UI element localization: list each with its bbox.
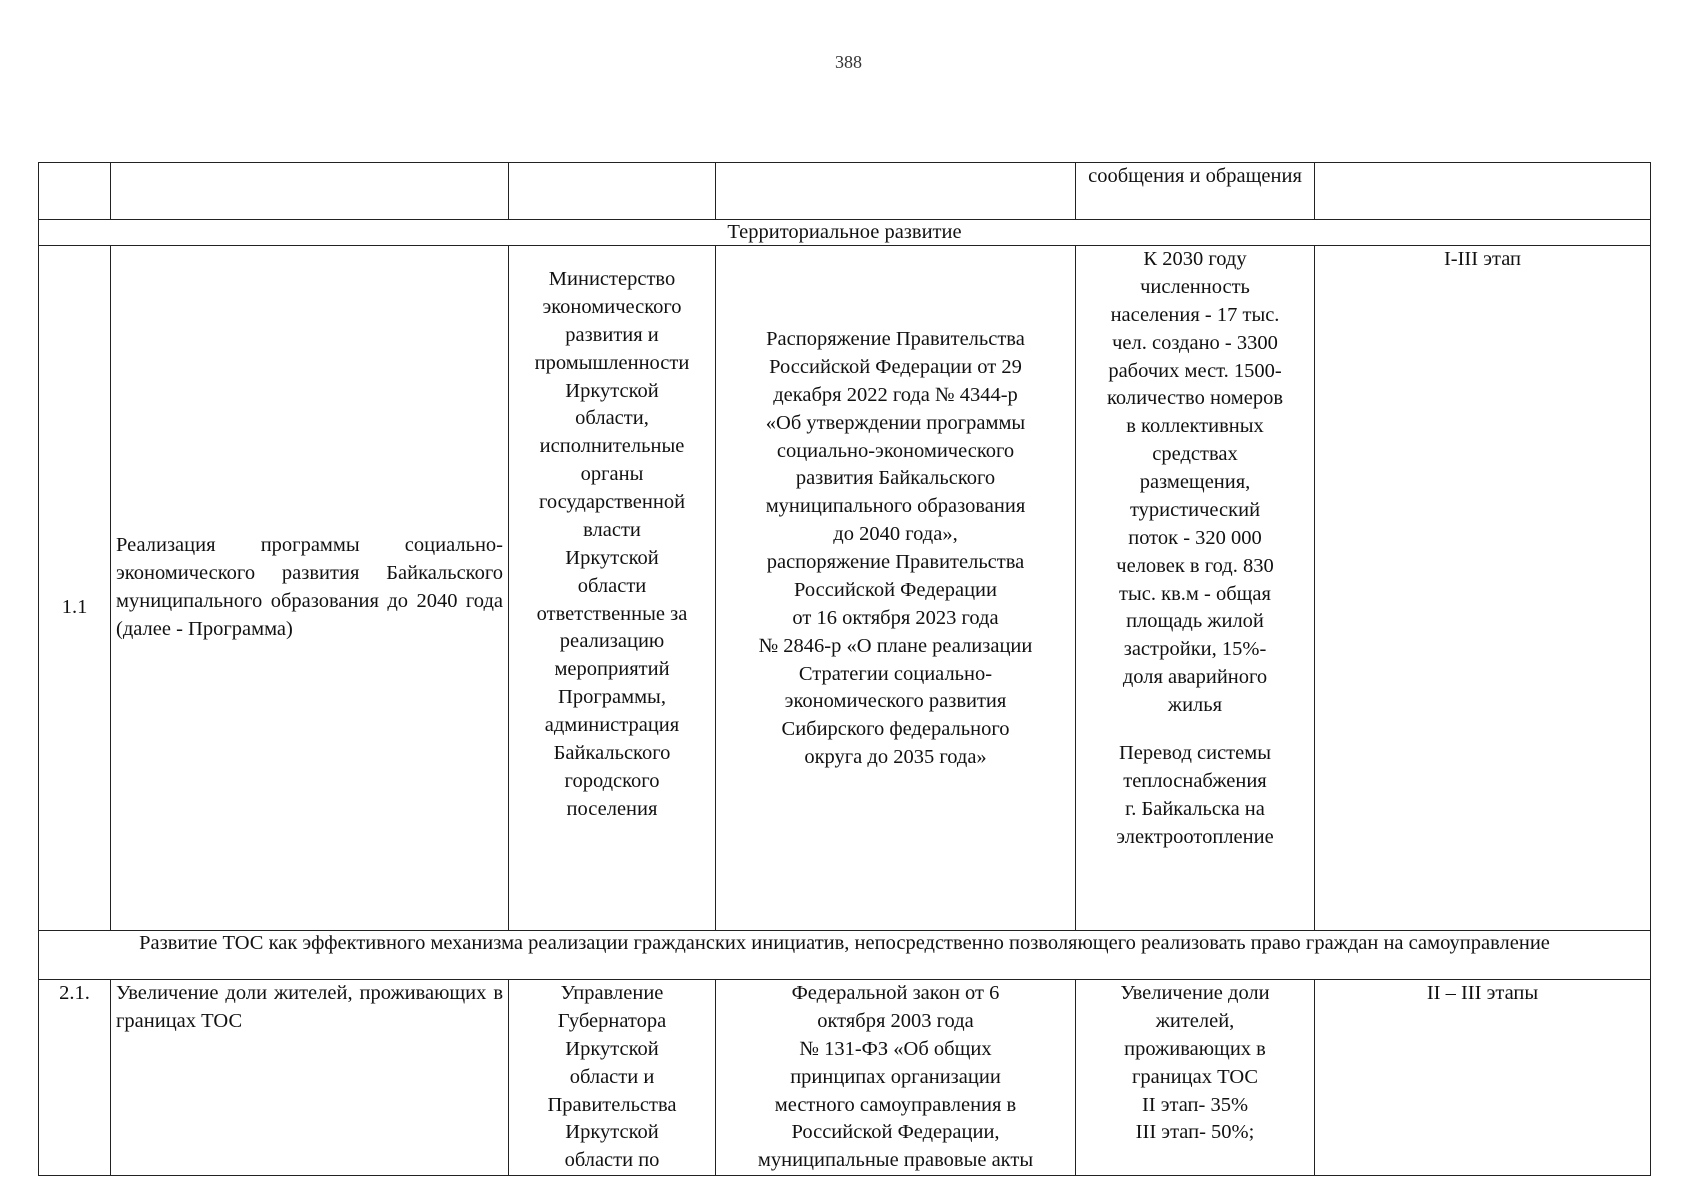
section-row-territorial bbox=[39, 220, 1651, 246]
section-title-tos: Развитие ТОС как эффективного механизма реализации гражданских инициатив, непосредственно позволяющего реализовать право граждан на самоуправление bbox=[39, 931, 1651, 980]
result-line: в коллективных bbox=[1126, 415, 1264, 438]
responsible-line: экономического bbox=[542, 295, 682, 318]
responsible-line: городского bbox=[564, 769, 660, 792]
basis-line: декабря 2022 года № 4344-р bbox=[773, 383, 1018, 406]
stage-cell: I-III этап bbox=[1315, 246, 1651, 931]
stage-cell: II – III этапы bbox=[1315, 980, 1651, 1176]
basis-cell bbox=[716, 980, 1076, 1176]
cell-basis-empty bbox=[716, 163, 1076, 220]
result-line: Перевод системы bbox=[1119, 741, 1271, 764]
basis-cell bbox=[716, 246, 1076, 931]
responsible-line: Программы, bbox=[558, 686, 666, 709]
responsible-line: области bbox=[577, 574, 647, 597]
result-line: поток - 320 000 bbox=[1128, 526, 1262, 549]
result-line: доля аварийного bbox=[1122, 666, 1268, 689]
responsible-line: Иркутской bbox=[565, 379, 659, 402]
result-line: средствах bbox=[1152, 443, 1238, 466]
basis-line: октября 2003 года bbox=[817, 1009, 974, 1032]
result-spacer bbox=[1081, 720, 1309, 740]
responsible-line: поселения bbox=[566, 797, 658, 820]
result-line: жителей, bbox=[1155, 1009, 1235, 1032]
responsible-line: власти bbox=[583, 518, 641, 541]
result-line: электроотопление bbox=[1116, 825, 1274, 848]
basis-line: Федеральной закон от 6 bbox=[791, 982, 1000, 1004]
cell-responsible-empty bbox=[509, 163, 716, 220]
basis-line: местного самоуправления в bbox=[774, 1093, 1017, 1116]
responsible-line: Иркутской bbox=[565, 1037, 659, 1060]
result-line: К 2030 году bbox=[1143, 248, 1247, 270]
basis-line: муниципального образования bbox=[765, 495, 1026, 518]
basis-line: Российской Федерации, bbox=[791, 1121, 1000, 1144]
basis-line: № 2846-р «О плане реализации bbox=[758, 634, 1033, 657]
responsible-line: Министерство bbox=[548, 268, 676, 290]
row-number: 1.1 bbox=[39, 246, 111, 931]
responsible-line: мероприятий bbox=[554, 658, 670, 681]
responsible-line: развития и bbox=[565, 323, 659, 346]
result-line: жилья bbox=[1167, 694, 1223, 716]
result-line: площадь жилой bbox=[1126, 610, 1264, 633]
basis-line: «Об утверждении программы bbox=[765, 411, 1026, 434]
result-line: чел. создано - 3300 bbox=[1112, 331, 1278, 354]
basis-line: экономического развития bbox=[784, 690, 1007, 713]
basis-line: от 16 октября 2023 года bbox=[792, 606, 999, 629]
result-line: численность bbox=[1140, 275, 1250, 298]
cell-number-empty bbox=[39, 163, 111, 220]
basis-line: социально-экономического bbox=[776, 439, 1015, 462]
basis-line: развития Байкальского bbox=[795, 467, 996, 490]
responsible-line: промышленности bbox=[534, 351, 690, 374]
result-line: III этап- 50%; bbox=[1135, 1121, 1255, 1144]
basis-line: Российской Федерации bbox=[794, 578, 997, 601]
continued-row bbox=[39, 163, 1651, 220]
basis-line: округа до 2035 года» bbox=[804, 746, 987, 769]
responsible-line: администрация bbox=[544, 714, 680, 736]
page-number: 388 bbox=[835, 52, 862, 72]
result-line: рабочих мест. 1500- bbox=[1108, 359, 1282, 382]
result-line: границах ТОС bbox=[1131, 1065, 1259, 1088]
responsible-line: области по bbox=[564, 1149, 660, 1172]
result-line: человек в год. 830 bbox=[1116, 554, 1274, 577]
result-line: тыс. кв.м - общая bbox=[1119, 582, 1271, 605]
result-cell bbox=[1076, 980, 1315, 1176]
responsible-line: исполнительные bbox=[539, 435, 685, 458]
responsible-line: области, bbox=[575, 407, 649, 430]
row-number: 2.1. bbox=[39, 980, 111, 1176]
responsible-line: Губернатора bbox=[557, 1009, 667, 1032]
result-line: туристический bbox=[1129, 498, 1261, 521]
basis-line: Сибирского федерального bbox=[781, 718, 1010, 741]
responsible-line: Иркутской bbox=[565, 546, 659, 569]
basis-line: принципах организации bbox=[790, 1065, 1001, 1088]
responsible-line: Правительства bbox=[547, 1093, 677, 1116]
table-row-1-1 bbox=[39, 246, 1651, 931]
basis-line: муниципальные правовые акты bbox=[757, 1149, 1034, 1172]
basis-line: Распоряжение Правительства bbox=[766, 328, 1025, 350]
cell-result-continued: сообщения и обращения bbox=[1076, 163, 1315, 220]
responsible-line: области и bbox=[569, 1065, 655, 1088]
table-row-2-1 bbox=[39, 980, 1651, 1176]
responsible-line: Байкальского bbox=[553, 741, 671, 764]
responsible-cell bbox=[509, 246, 716, 931]
responsible-line: ответственные за bbox=[536, 602, 688, 625]
result-line: г. Байкальска на bbox=[1125, 797, 1265, 820]
section-title-territorial: Территориальное развитие bbox=[39, 220, 1651, 246]
responsible-line: Иркутской bbox=[565, 1121, 659, 1144]
result-line: количество номеров bbox=[1106, 387, 1284, 410]
activity-cell: Реализация программы социально-экономического развития Байкальского муниципального образования до 2040 года (далее - Программа) bbox=[111, 246, 509, 931]
basis-line: до 2040 года», bbox=[833, 523, 958, 546]
cell-stage-empty bbox=[1315, 163, 1651, 220]
basis-line: Российской Федерации от 29 bbox=[769, 355, 1022, 378]
result-line: проживающих в bbox=[1124, 1037, 1266, 1060]
cell-activity-empty bbox=[111, 163, 509, 220]
responsible-line: государственной bbox=[538, 491, 686, 513]
result-cell bbox=[1076, 246, 1315, 931]
basis-line: Стратегии социально- bbox=[798, 662, 993, 685]
result-line: теплоснабжения bbox=[1123, 769, 1267, 792]
result-line: II этап- 35% bbox=[1141, 1093, 1249, 1116]
result-line: застройки, 15%- bbox=[1123, 638, 1267, 661]
responsible-cell bbox=[509, 980, 716, 1176]
result-line: населения - 17 тыс. bbox=[1110, 303, 1280, 326]
result-line: Увеличение доли bbox=[1120, 982, 1270, 1004]
basis-line: № 131-ФЗ «Об общих bbox=[799, 1037, 992, 1060]
plan-table bbox=[38, 162, 1651, 1176]
basis-line: распоряжение Правительства bbox=[766, 551, 1025, 573]
result-line: размещения, bbox=[1139, 471, 1251, 493]
responsible-line: реализацию bbox=[559, 630, 665, 653]
section-row-tos bbox=[39, 931, 1651, 980]
responsible-line: Управление bbox=[560, 982, 664, 1004]
responsible-line: органы bbox=[580, 463, 644, 486]
activity-cell: Увеличение доли жителей, проживающих в границах ТОС bbox=[111, 980, 509, 1176]
